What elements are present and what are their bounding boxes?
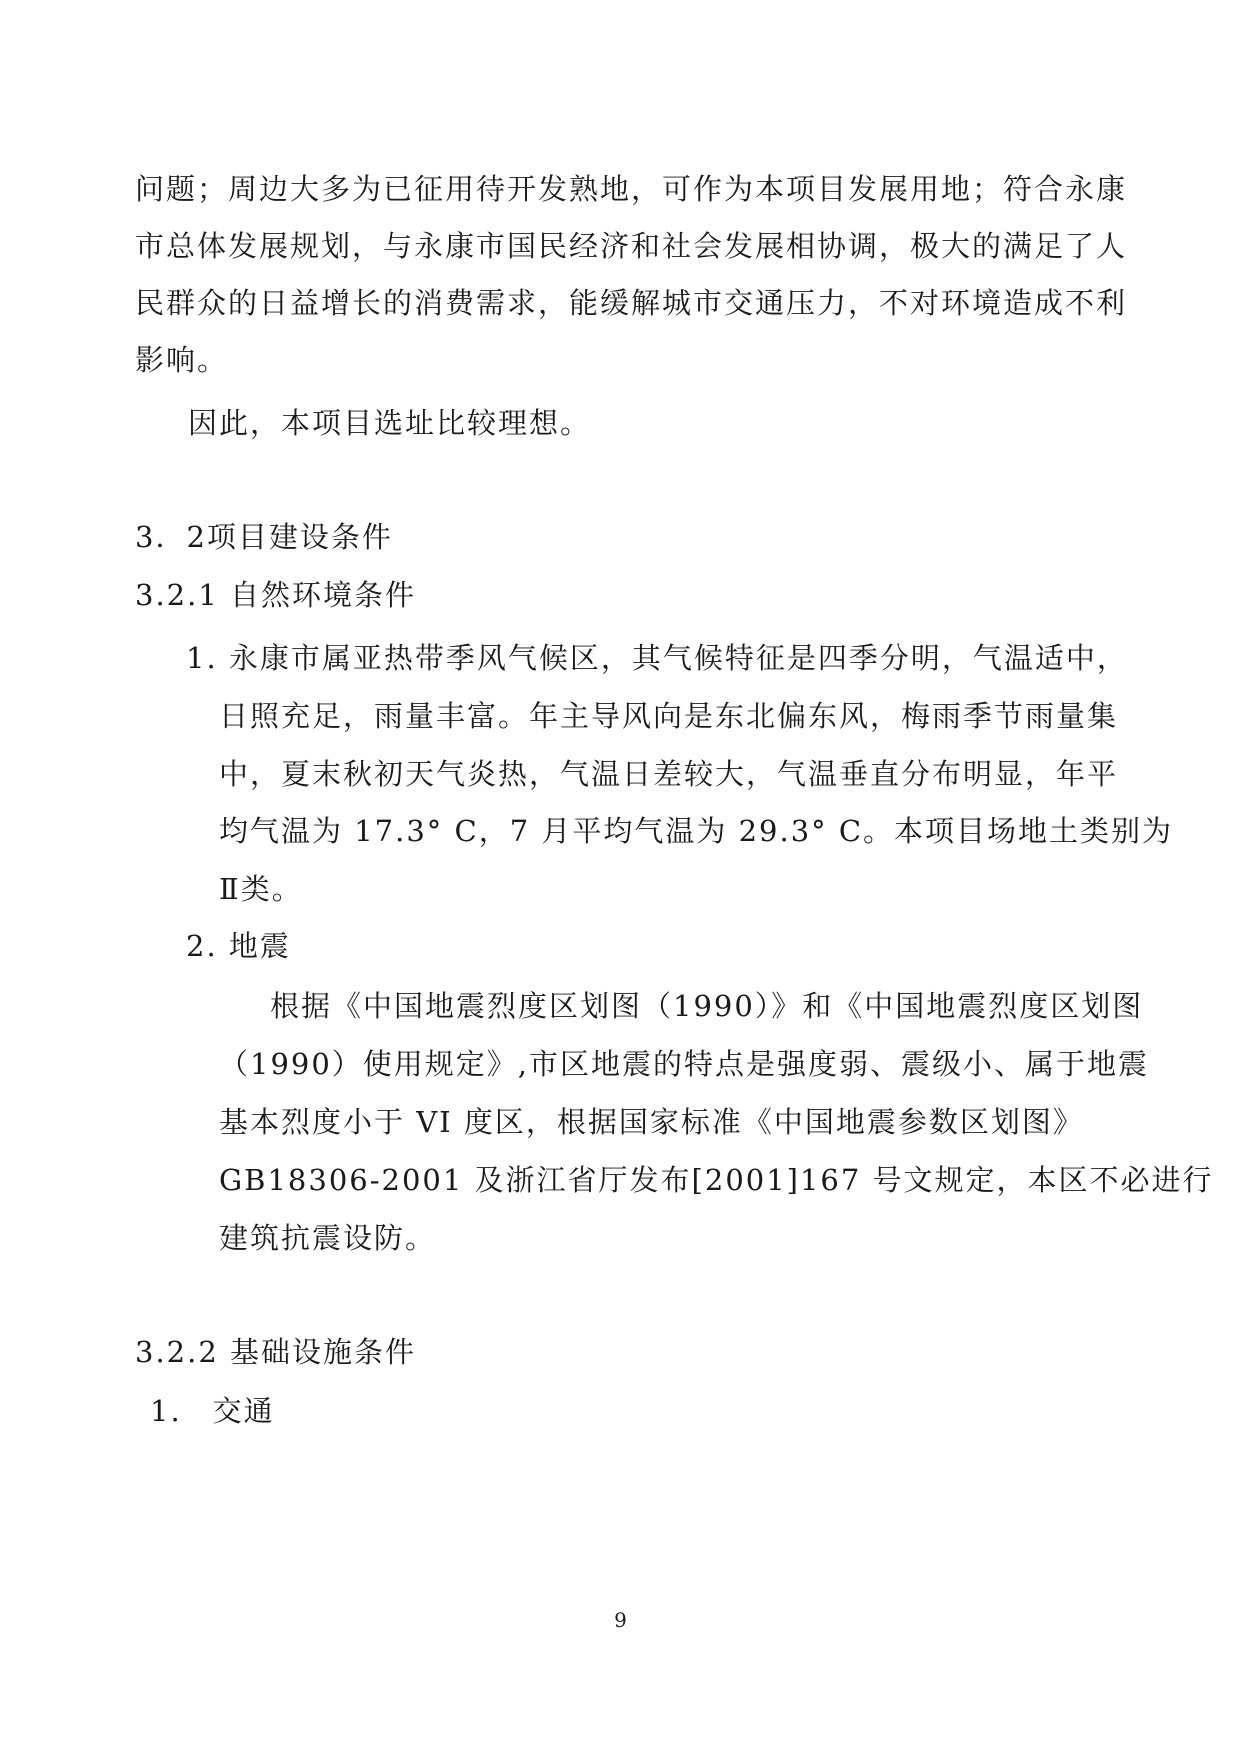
subsection-heading: 3.2.1 自然环境条件: [135, 578, 417, 612]
paragraph-line: 问题；周边大多为已征用待开发熟地，可作为本项目发展用地；符合永康: [135, 172, 1128, 206]
list-item-line: Ⅱ类。: [219, 872, 303, 906]
list-item-line: 基本烈度小于 VI 度区，根据国家标准《中国地震参数区划图》: [219, 1105, 1084, 1139]
list-item-title: 2. 地震: [186, 929, 291, 963]
list-item-line: 日照充足，雨量丰富。年主导风向是东北偏东风，梅雨季节雨量集: [219, 699, 1119, 733]
paragraph-line: 影响。: [135, 343, 229, 377]
section-heading: 3．2项目建设条件: [135, 520, 393, 554]
list-item-line: 1. 永康市属亚热带季风气候区，其气候特征是四季分明，气温适中，: [186, 641, 1128, 675]
conclusion-paragraph: 因此，本项目选址比较理想。: [188, 406, 592, 440]
subsection-heading: 3.2.2 基础设施条件: [135, 1335, 417, 1369]
list-item-line: （1990）使用规定》,市区地震的特点是强度弱、震级小、属于地震: [219, 1047, 1150, 1081]
list-item-line: 根据《中国地震烈度区划图（1990）》和《中国地震烈度区划图: [270, 989, 1144, 1023]
list-item-line: 均气温为 17.3° C，7 月平均气温为 29.3° C。本项目场地土类别为: [219, 814, 1174, 848]
list-item-line: 中，夏末秋初天气炎热，气温日差较大，气温垂直分布明显，年平: [219, 757, 1119, 791]
list-item-line: 建筑抗震设防。: [219, 1221, 437, 1255]
paragraph-line: 民群众的日益增长的消费需求，能缓解城市交通压力，不对环境造成不利: [135, 286, 1128, 320]
page-number: 9: [614, 1608, 627, 1632]
paragraph-line: 市总体发展规划，与永康市国民经济和社会发展相协调，极大的满足了人: [135, 229, 1128, 263]
list-item-line: GB18306-2001 及浙江省厅发布[2001]167 号文规定，本区不必进行: [219, 1163, 1214, 1197]
list-item-title: 1. 交通: [150, 1394, 275, 1428]
